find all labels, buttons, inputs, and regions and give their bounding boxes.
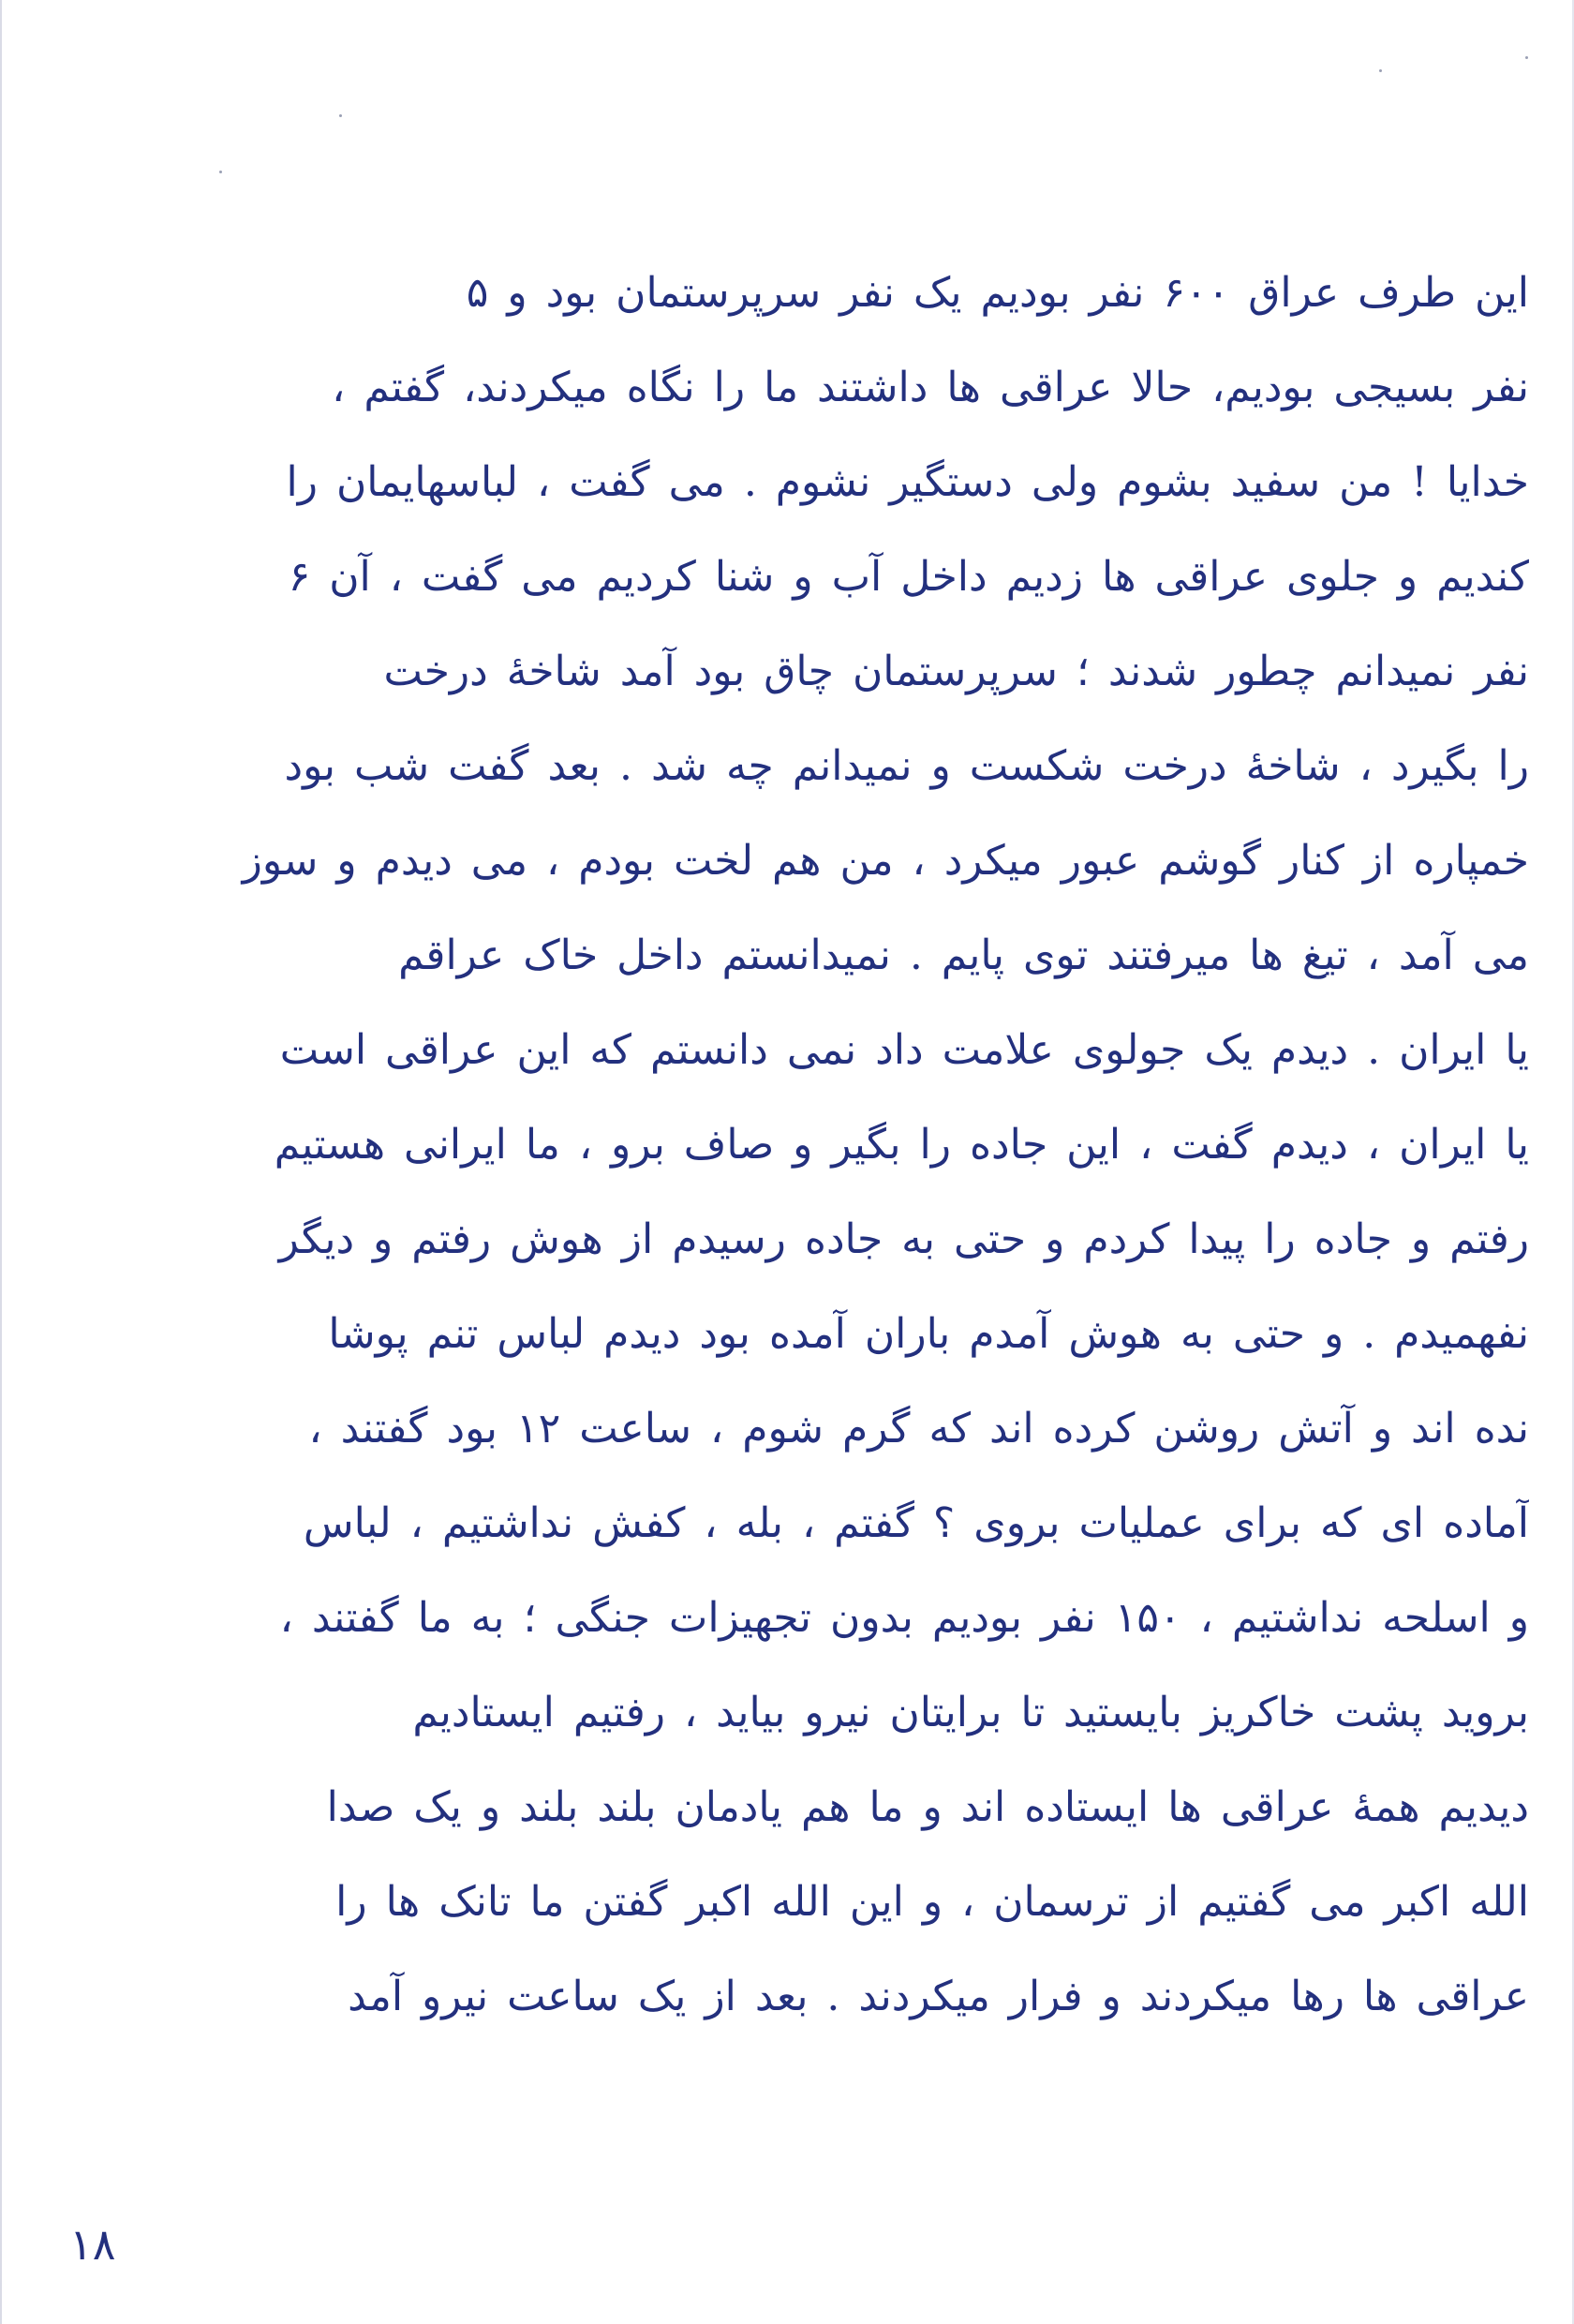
paper-speck — [339, 114, 342, 117]
text-line: یا ایران ، دیدم گفت ، این جاده را بگیر و صاف برو ، ما ایرانی هستیم — [274, 1121, 1529, 1169]
text-line: یا ایران . دیدم یک جولوی علامت داد نمی دانستم که این عراقی است — [279, 1026, 1529, 1074]
page-number: ۱۸ — [69, 2219, 116, 2270]
text-line: می آمد ، تیغ ها میرفتند توی پایم . نمیدانستم داخل خاک عراقم — [398, 931, 1529, 979]
text-line: را بگیرد ، شاخهٔ درخت شکست و نمیدانم چه شد . بعد گفت شب بود — [284, 742, 1529, 790]
text-line: نفهمیدم . و حتی به هوش آمدم باران آمده بود دیدم لباس تنم پوشا — [328, 1310, 1529, 1358]
text-line: نفر بسیجی بودیم، حالا عراقی ها داشتند ما را نگاه میکردند، گفتم ، — [332, 364, 1529, 411]
text-line: دیدیم همهٔ عراقی ها ایستاده اند و ما هم یادمان بلند بلند و یک صدا — [326, 1783, 1529, 1831]
text-line: و اسلحه نداشتیم ، ۱۵۰ نفر بودیم بدون تجهیزات جنگی ؛ به ما گفتند ، — [279, 1594, 1529, 1642]
text-line: این طرف عراق ۶۰۰ نفر بودیم یک نفر سرپرستمان بود و ۵ — [466, 269, 1529, 317]
text-line: رفتم و جاده را پیدا کردم و حتی به جاده رسیدم از هوش رفتم و دیگر — [278, 1215, 1529, 1263]
text-line: خمپاره از کنار گوشم عبور میکرد ، من هم لخت بودم ، می دیدم و سوز — [242, 837, 1529, 885]
paper-speck — [1379, 69, 1382, 72]
text-line: نفر نمیدانم چطور شدند ؛ سرپرستمان چاق بود آمد شاخهٔ درخت — [383, 648, 1529, 695]
text-line: خدایا ! من سفید بشوم ولی دستگیر نشوم . می گفت ، لباسهایمان را — [286, 458, 1529, 506]
text-line: نده اند و آتش روشن کرده اند که گرم شوم ، ساعت ۱۲ بود گفتند ، — [308, 1405, 1529, 1452]
paper-speck — [1525, 56, 1528, 59]
text-line: کندیم و جلوی عراقی ها زدیم داخل آب و شنا کردیم می گفت ، آن ۶ — [288, 553, 1529, 601]
handwritten-text-block — [45, 246, 1529, 2044]
paper-speck — [219, 171, 222, 173]
text-line: الله اکبر می گفتیم از ترسمان ، و این الله اکبر گفتن ما تانک ها را — [335, 1878, 1529, 1926]
text-line: بروید پشت خاکریز بایستید تا برایتان نیرو بیاید ، رفتیم ایستادیم — [412, 1689, 1529, 1736]
text-line: عراقی ها رها میکردند و فرار میکردند . بعد از یک ساعت نیرو آمد — [348, 1973, 1529, 2020]
text-line: آماده ای که برای عملیات بروی ؟ گفتم ، بله ، کفش نداشتیم ، لباس — [303, 1499, 1529, 1547]
